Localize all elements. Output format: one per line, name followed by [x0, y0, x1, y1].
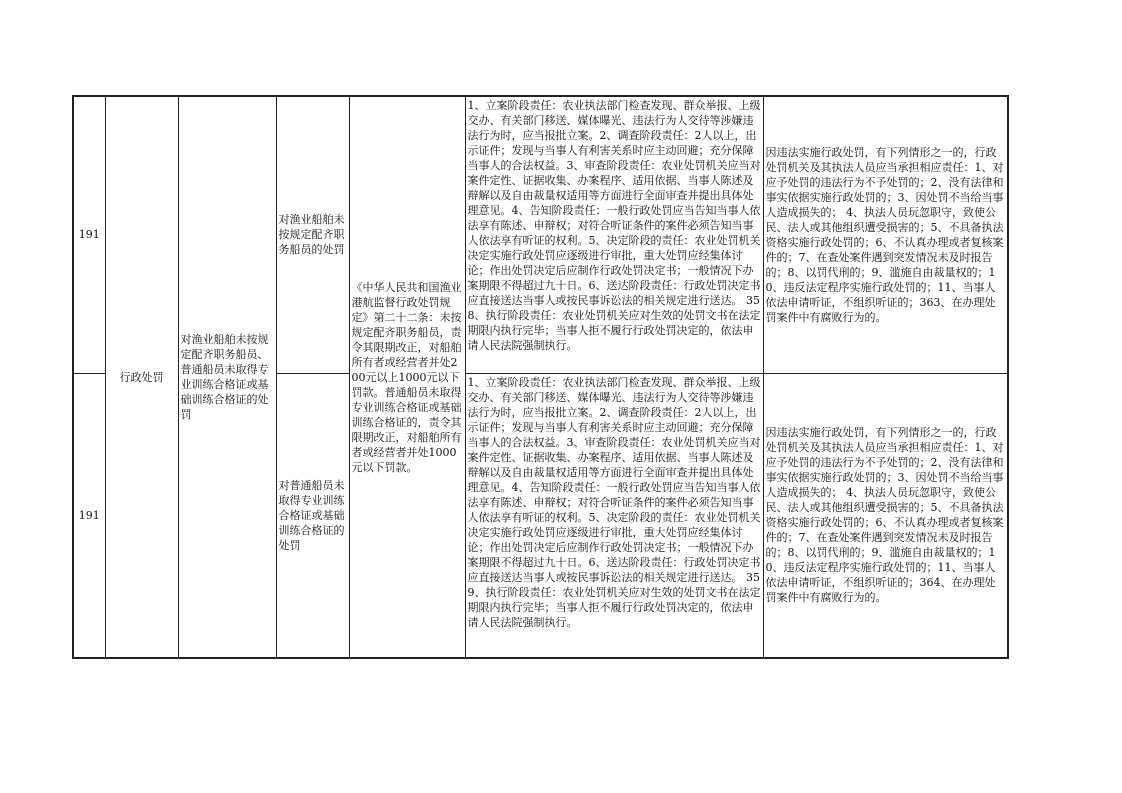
sub-item-cell: 对普通船员未取得专业训练合格证或基础训练合格证的处罚 [276, 373, 349, 658]
responsibility-cell: 1、立案阶段责任：农业执法部门检查发现、群众举报、上级交办、有关部门移送、媒体曝光、违法行为人交待等涉嫌违法行为时，应当报批立案。2、调查阶段责任：2人以上，出示证件；发现与当事人有利害关系时应主动回避；充分保障当事人的合法权益。3、审查阶段责任：农业处罚机关应当对案件定性、证据收集、办案程序、适用依据、当事人陈述及辩解以及自由裁量权适用等方面进行全面审查并提出具体处理意见。4、告知阶段责任：一般行政处罚应当告知当事人依法享有陈述、申辩权；对符合听证条件的案件必须告知当事人依法享有听证的权利。5、决定阶段的责任：农业处罚机关决定实施行政处罚应逐级进行审批，重大处罚应经集体讨论；作出处罚决定后应制作行政处罚决定书；一般情况下办案期限不得超过九十日。6、送达阶段责任：行政处罚决定书应直接送达当事人或按民事诉讼法的相关规定进行送达。 358、执行阶段责任：农业处罚机关应对生效的处罚文书在法定期限内执行完毕；当事人拒不履行行政处罚决定的，依法申请人民法院强制执行。 [465, 96, 763, 373]
item-name-cell: 对渔业船舶未按规定配齐职务船员、普通船员未取得专业训练合格证或基础训练合格证的处罚 [178, 96, 276, 658]
category-cell: 行政处罚 [105, 96, 178, 658]
legal-basis-cell: 《中华人民共和国渔业港航监督行政处罚规定》第二十二条：未按规定配齐职务船员，责令其限期改正，对船舶所有者或经营者并处200元以上1000元以下罚款。普通船员未取得专业训练合格证或基础训练合格证的，责令其限期改正，对船舶所有者或经营者并处1000元以下罚款。 [349, 96, 465, 658]
row-number: 191 [73, 96, 105, 373]
liability-cell: 因违法实施行政处罚，有下列情形之一的，行政处罚机关及其执法人员应当承担相应责任：1、对应予处罚的违法行为不予处罚的；2、没有法律和事实依据实施行政处罚的；3、因处罚不当给当事人造成损失的； 4、执法人员玩忽职守，致使公民、法人或其他组织遭受损害的；5、不具备执法资格实施行政处罚的；6、不认真办理或者复核案件的；7、在查处案件遇到突发情况未及时报告的；8、以罚代刑的；9、滥施自由裁量权的；10、违反法定程序实施行政处罚的；11、当事人依法申请听证，不组织听证的；363、在办理处罚案件中有腐败行为的。 [763, 96, 1008, 373]
sub-item-cell: 对渔业船舶未按规定配齐职务船员的处罚 [276, 96, 349, 373]
responsibility-cell: 1、立案阶段责任：农业执法部门检查发现、群众举报、上级交办、有关部门移送、媒体曝光、违法行为人交待等涉嫌违法行为时，应当报批立案。2、调查阶段责任：2人以上，出示证件；发现与当事人有利害关系时应主动回避；充分保障当事人的合法权益。3、审查阶段责任：农业处罚机关应当对案件定性、证据收集、办案程序、适用依据、当事人陈述及辩解以及自由裁量权适用等方面进行全面审查并提出具体处理意见。4、告知阶段责任：一般行政处罚应当告知当事人依法享有陈述、申辩权；对符合听证条件的案件必须告知当事人依法享有听证的权利。5、决定阶段的责任：农业处罚机关决定实施行政处罚应逐级进行审批，重大处罚应经集体讨论；作出处罚决定后应制作行政处罚决定书；一般情况下办案期限不得超过九十日。6、送达阶段责任：行政处罚决定书应直接送达当事人或按民事诉讼法的相关规定进行送达。 359、执行阶段责任：农业处罚机关应对生效的处罚文书在法定期限内执行完毕；当事人拒不履行行政处罚决定的，依法申请人民法院强制执行。 [465, 373, 763, 658]
penalty-table [72, 95, 1009, 659]
row-number: 191 [73, 373, 105, 658]
liability-cell: 因违法实施行政处罚，有下列情形之一的，行政处罚机关及其执法人员应当承担相应责任：1、对应予处罚的违法行为不予处罚的；2、没有法律和事实依据实施行政处罚的；3、因处罚不当给当事人造成损失的； 4、执法人员玩忽职守，致使公民、法人或其他组织遭受损害的；5、不具备执法资格实施行政处罚的；6、不认真办理或者复核案件的；7、在查处案件遇到突发情况未及时报告的；8、以罚代刑的；9、滥施自由裁量权的；10、违反法定程序实施行政处罚的；11、当事人依法申请听证，不组织听证的；364、在办理处罚案件中有腐败行为的。 [763, 373, 1008, 658]
table-row [73, 96, 1008, 373]
